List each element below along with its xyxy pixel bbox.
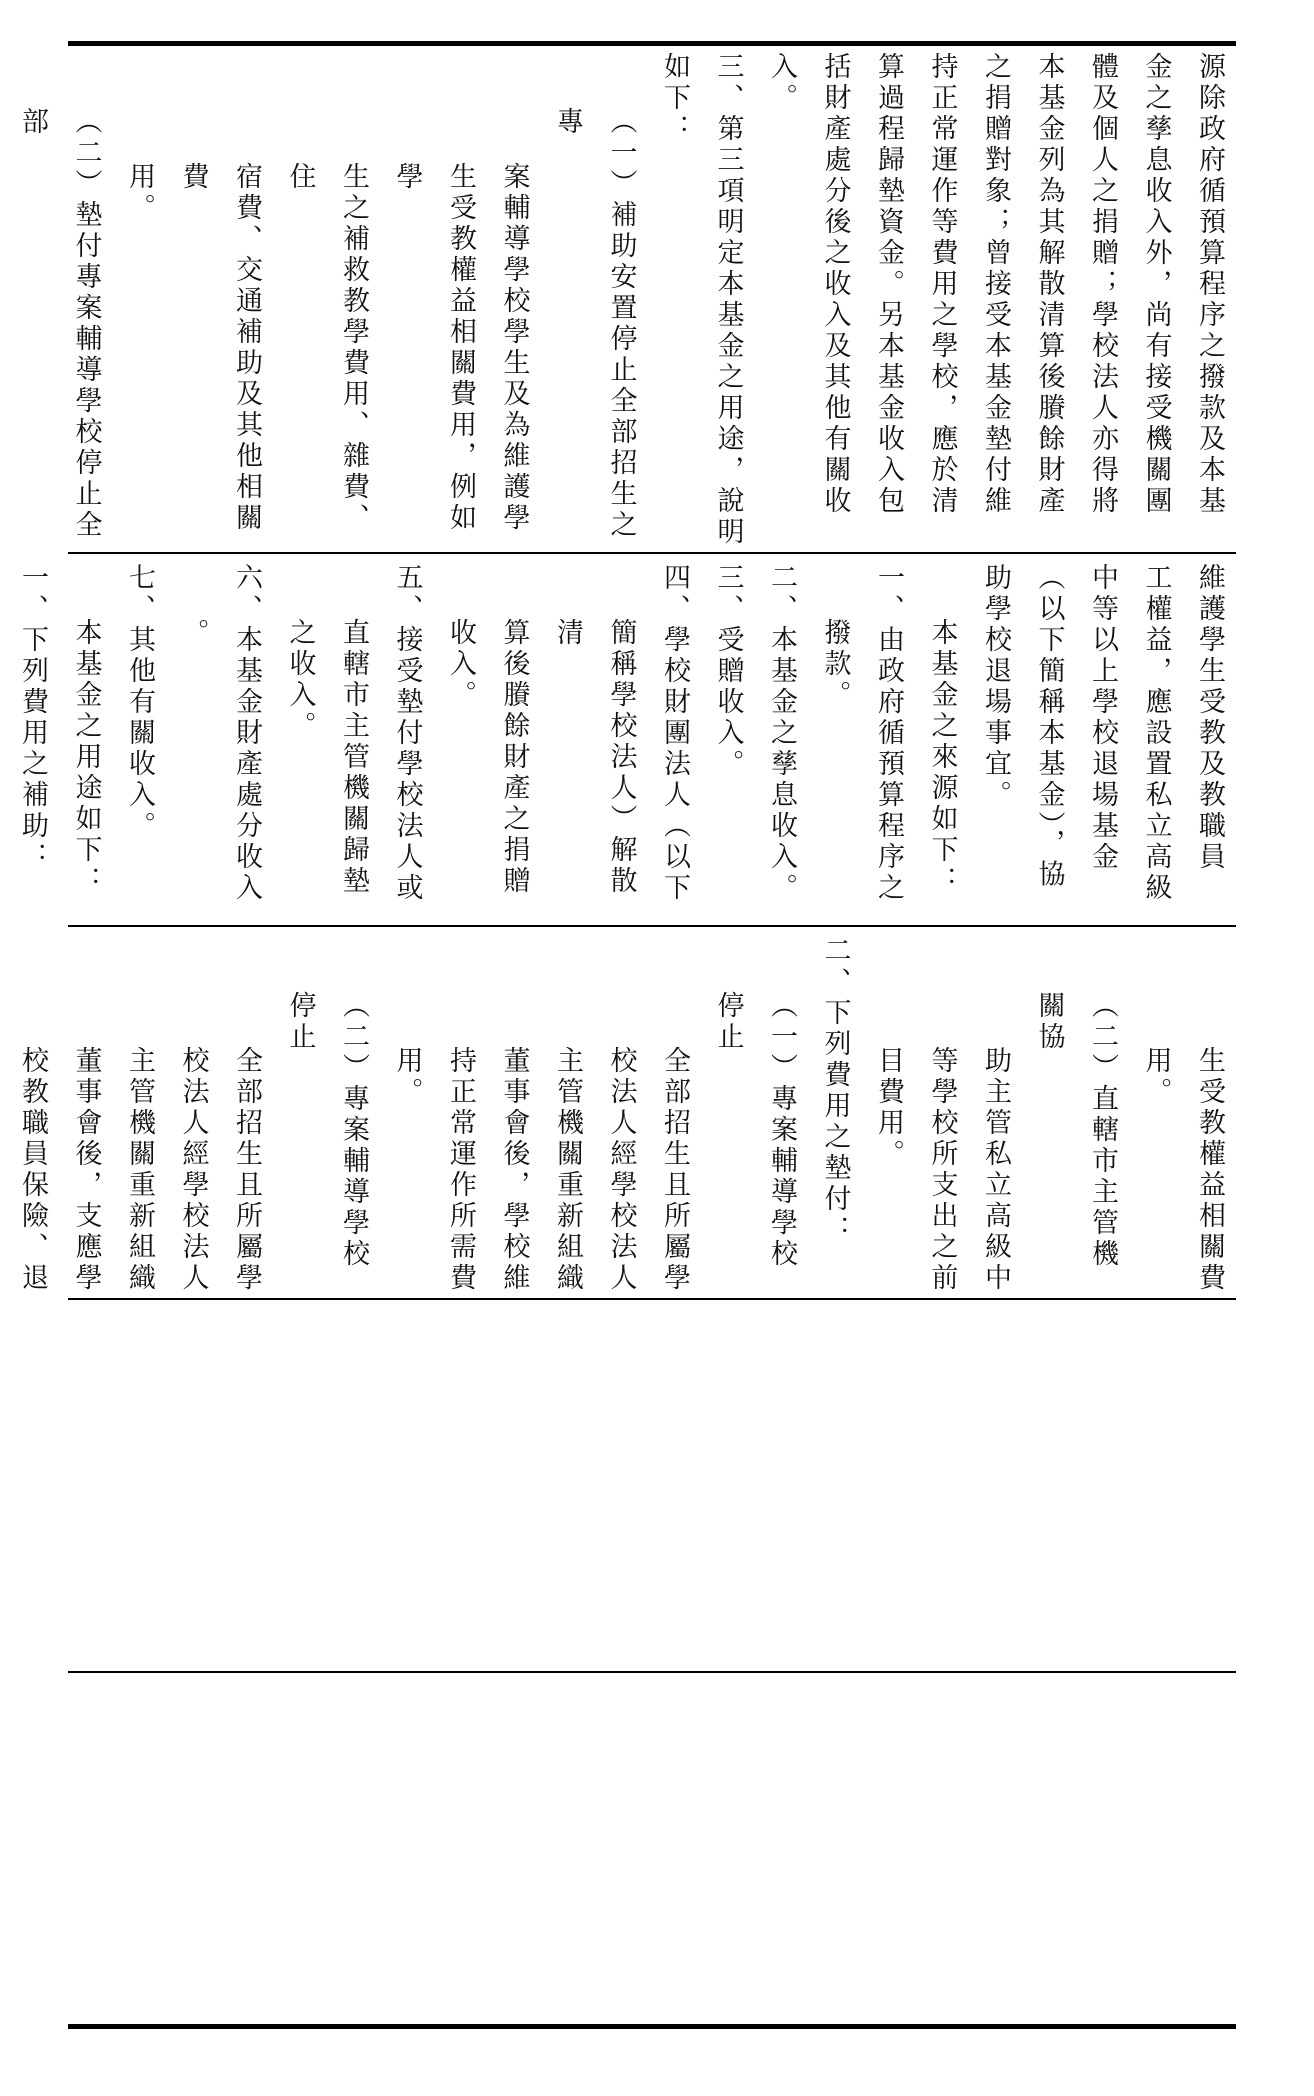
text-line: 三、第三項明定本基金之用途，說明 — [712, 52, 744, 548]
text-line: 七、其他有關收入。 — [124, 563, 155, 842]
text-line: 體及個人之捐贈；學校法人亦得將 — [1087, 52, 1118, 517]
table-cell-explanation — [17, 44, 1236, 552]
text-line: 二、下列費用之墊付： — [819, 936, 851, 1246]
text-line: 校法人經學校法人 — [605, 1046, 637, 1294]
text-line: 本基金之來源如下： — [926, 618, 958, 897]
text-line: 董事會後，學校維 — [498, 1046, 530, 1294]
text-line: （一）補助安置停止全部招生之專 — [552, 107, 637, 541]
text-line: 校法人經學校法人 — [177, 1046, 209, 1294]
text-line: 生受教權益相關費用，例如學 — [391, 162, 476, 534]
text-line: 之捐贈對象；曾接受本基金墊付維 — [980, 52, 1011, 517]
text-line: （二）墊付專案輔導學校停止全部 — [17, 107, 102, 541]
text-line: 用。 — [1140, 1046, 1172, 1108]
text-line: 一、由政府循預算程序之 — [873, 563, 904, 904]
text-line: 六、本基金財產處分收入 — [231, 563, 262, 904]
text-line: 一、下列費用之補助： — [17, 563, 48, 873]
text-line: 用。 — [124, 162, 155, 224]
text-line: 等學校所支出之前 — [926, 1046, 958, 1294]
text-line: 宿費、交通補助及其他相關費 — [177, 162, 262, 534]
table-cell-empty — [68, 1674, 1236, 2024]
text-line: （二）專案輔導學校停止 — [284, 991, 369, 1270]
text-line: 五、接受墊付學校法人或 — [391, 563, 423, 904]
text-line: 主管機關重新組織 — [552, 1046, 583, 1294]
bottom-rule — [68, 2024, 1236, 2029]
text-line — [0, 52, 6, 552]
text-line: 源除政府循預算程序之撥款及本基 — [1194, 52, 1225, 517]
text-line: 二、本基金之孳息收入。 — [766, 563, 797, 904]
row-divider — [68, 1298, 1236, 1300]
text-line — [0, 936, 6, 1298]
text-line: 簡稱學校法人）解散清 — [552, 618, 637, 897]
text-line: 生受教權益相關費 — [1194, 1046, 1225, 1294]
text-line: 如下： — [659, 52, 690, 145]
text-line: 算後賸餘財產之捐贈 — [498, 618, 530, 897]
text-line: 入。 — [766, 52, 797, 114]
text-line: 助主管私立高級中 — [980, 1046, 1011, 1294]
text-line: 直轄市主管機關歸墊 — [338, 618, 369, 897]
text-line: 全部招生且所屬學 — [231, 1046, 262, 1294]
text-line: 持正常運作等費用之學校，應於清 — [926, 52, 958, 517]
text-line: 校教職員保險、退 — [17, 1046, 48, 1294]
row-divider — [68, 925, 1236, 927]
row-divider — [68, 1671, 1236, 1673]
text-line: 主管機關重新組織 — [124, 1046, 155, 1294]
text-line: 本基金列為其解散清算後賸餘財產 — [1033, 52, 1065, 517]
text-line: 括財產處分後之收入及其他有關收 — [819, 52, 851, 517]
text-line: 全部招生且所屬學 — [659, 1046, 690, 1294]
row-divider — [68, 552, 1236, 554]
text-line: 三、受贈收入。 — [712, 563, 744, 780]
text-line: 中等以上學校退場基金 — [1087, 563, 1118, 873]
text-line: 用。 — [391, 1046, 423, 1108]
table-cell-empty — [68, 1301, 1236, 1671]
text-line: 董事會後，支應學 — [70, 1046, 102, 1294]
text-line: （一）專案輔導學校停止 — [712, 991, 797, 1270]
text-line: 工權益，應設置私立高級 — [1140, 563, 1172, 904]
text-line: 助學校退場事宜。 — [980, 563, 1011, 811]
text-line: （以下簡稱本基金），協 — [1033, 563, 1065, 891]
text-line: 收入。 — [445, 618, 476, 711]
table-cell-article — [17, 555, 1236, 925]
text-line: 。 — [177, 618, 209, 649]
text-line: 持正常運作所需費 — [445, 1046, 476, 1294]
text-line: 金之孳息收入外，尚有接受機關團 — [1140, 52, 1172, 517]
text-line: 撥款。 — [819, 618, 851, 711]
text-line: （二）直轄市主管機關協 — [1033, 991, 1118, 1270]
text-line: 之收入。 — [284, 618, 316, 742]
text-line: 四、學校財團法人（以下 — [659, 563, 690, 904]
text-line: 維護學生受教及教職員 — [1194, 563, 1225, 873]
text-line: 目費用。 — [873, 1046, 904, 1170]
text-line: 生之補救教學費用、雜費、住 — [284, 162, 369, 534]
text-line: 本基金之用途如下： — [70, 618, 102, 897]
table-cell-article-continued — [17, 928, 1236, 1298]
text-line: 案輔導學校學生及為維護學 — [498, 162, 530, 534]
text-line: 算過程歸墊資金。另本基金收入包 — [873, 52, 904, 517]
